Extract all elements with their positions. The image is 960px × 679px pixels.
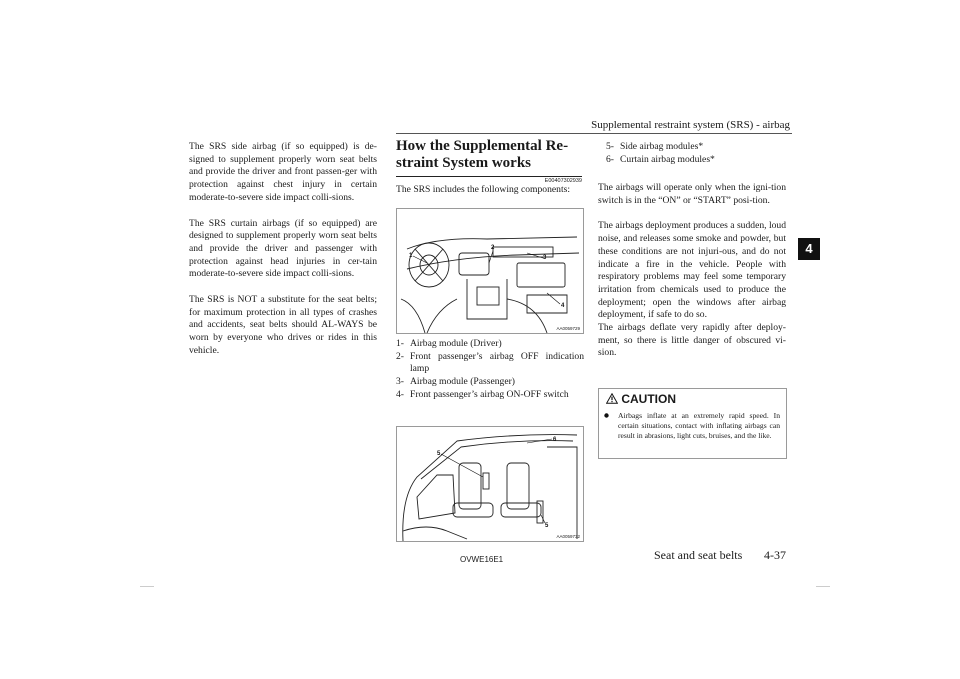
list-item: 6- Curtain airbag modules* bbox=[606, 153, 715, 165]
chapter-tab: 4 bbox=[798, 238, 820, 260]
dashboard-illustration bbox=[397, 209, 583, 333]
list-item: 5- Side airbag modules* bbox=[606, 141, 704, 152]
section-title: How the Supplemental Re-straint System works bbox=[396, 138, 569, 171]
list-item: 2- Front passenger’s airbag OFF indication lamp bbox=[396, 350, 584, 375]
figure-callout-5-top: 5 bbox=[437, 451, 441, 457]
crop-mark bbox=[816, 586, 830, 587]
figure-callout-4: 4 bbox=[561, 303, 565, 309]
paragraph-deployment-effects: The airbags deployment produces a sudden, loud noise, and releases some smoke and powder, but these conditions are not injuri-ous, and do not indicate a fire in the vehicle. People with respiratory problems may feel some temporary irritation from chemicals used to produce the deployment; open the windows after airbag deployment, if safe to do so. bbox=[598, 220, 786, 321]
list-item: 4- Front passenger’s airbag ON-OFF switch bbox=[396, 388, 569, 400]
caution-text: Airbags inflate at an extremely rapid speed. In certain situations, contact with inflating airbags can result in abrasions, light cuts, bruises, and the like. bbox=[604, 411, 780, 441]
page-number: 4-37 bbox=[764, 548, 786, 562]
figure-callout-3: 3 bbox=[543, 255, 547, 261]
figure-id: AA0059729 bbox=[556, 326, 580, 331]
component-list bbox=[396, 338, 584, 402]
list-item: 3- Airbag module (Passenger) bbox=[396, 376, 515, 388]
figure-callout-6: 6 bbox=[553, 437, 557, 443]
component-list-continued bbox=[606, 141, 786, 166]
running-header-title: Supplemental restraint system (SRS) - airbag bbox=[591, 119, 790, 131]
right-column-body bbox=[598, 182, 786, 373]
list-item: 1- Airbag module (Driver) bbox=[396, 338, 502, 349]
section-title-underline bbox=[396, 176, 582, 177]
caution-box bbox=[598, 388, 787, 459]
paragraph-side-airbag: The SRS side airbag (if so equipped) is de-signed to supplement properly worn seat belts and provide the driver and front passen-ger with protection against chest injury in certain moderate-to-severe side impact colli-sions. bbox=[189, 141, 377, 203]
document-code: OVWE16E1 bbox=[460, 555, 504, 564]
dashboard-figure bbox=[396, 208, 584, 334]
bullet-icon bbox=[604, 411, 609, 421]
section-code: E00407302939 bbox=[544, 178, 582, 184]
figure-callout-1: 1 bbox=[409, 253, 413, 259]
left-column bbox=[189, 141, 377, 371]
components-intro: The SRS includes the following components: bbox=[396, 184, 571, 195]
paragraph-ignition-condition: The airbags will operate only when the igni-tion switch is in the “ON” or “START” posi-tion. bbox=[598, 182, 786, 206]
figure-id: AA0059732 bbox=[556, 534, 580, 539]
paragraph-deflation: The airbags deflate very rapidly after deploy-ment, so there is little danger of obscured vi-sion. bbox=[598, 322, 786, 359]
paragraph-curtain-airbag: The SRS curtain airbags (if so equipped) are designed to supplement properly worn seat belts and provide the driver and passenger with protection against head injuries in cer-tain moderate-to-severe side impact colli-sions. bbox=[189, 217, 377, 280]
side-airbag-illustration bbox=[397, 427, 583, 541]
section-name: Seat and seat belts bbox=[654, 548, 743, 562]
figure-callout-2: 2 bbox=[491, 245, 495, 251]
figure-callout-5-bottom: 5 bbox=[545, 523, 549, 529]
warning-triangle-icon bbox=[606, 393, 618, 404]
side-airbag-figure bbox=[396, 426, 584, 542]
header-divider bbox=[396, 133, 792, 134]
crop-mark bbox=[140, 586, 154, 587]
paragraph-seat-belt-warning: The SRS is NOT a substitute for the seat belts; for maximum protection in all types of crashes and accidents, seat belts should AL-WAYS be worn by everyone who drives or rides in this vehicle. bbox=[189, 294, 377, 356]
caution-heading: CAUTION bbox=[606, 392, 676, 406]
